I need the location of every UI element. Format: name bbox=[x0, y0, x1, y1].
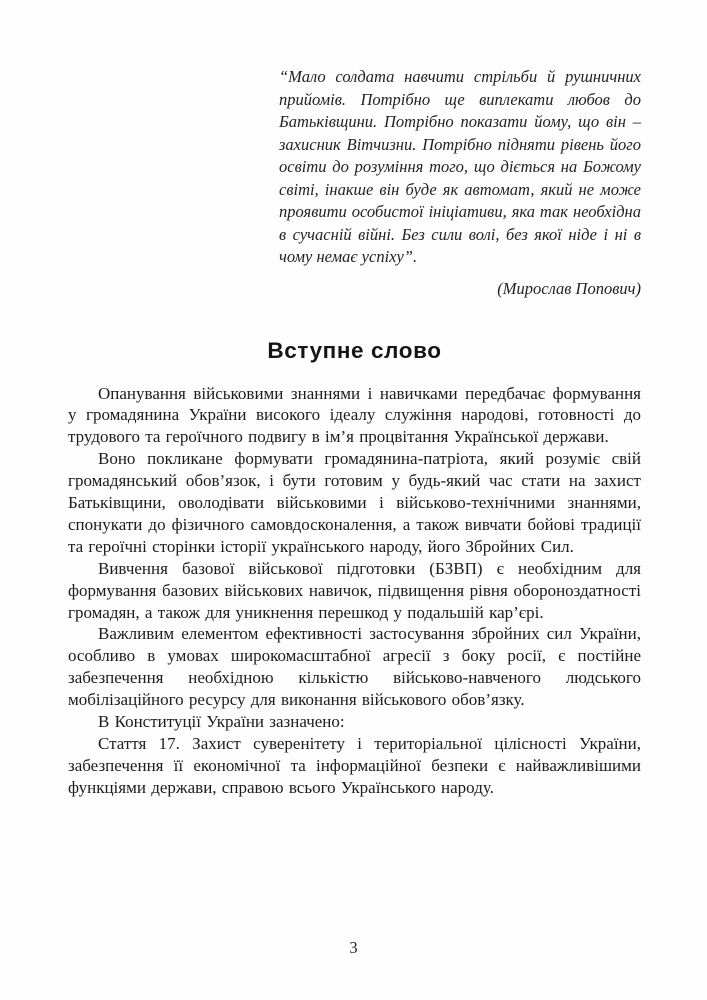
epigraph-quote-text: “Мало солдата навчити стрільби й рушничних прийомів. Потрібно ще виплекати любов до Батьківщини. Потрібно показати йому, що він – захисник Вітчизни. Потрібно підняти рівень його освіти до розуміння того, що діється на Божому світі, інакше він буде як автомат, який не може проявити особистої ініціативи, яка так необхідна в сучасній війні. Без сили волі, без якої ніде і ні в чому немає успіху”. bbox=[279, 67, 641, 266]
body-paragraph: Важливим елементом ефективності застосування збройних сил України, особливо в умовах широкомасштабної агресії з боку росії, є постійне забезпечення необхідною кількістю військово-навченого людського мобілізаційного ресурсу для виконання військового обов’язку. bbox=[68, 624, 641, 710]
body-paragraph: Вивчення базової військової підготовки (БЗВП) є необхідним для формування базових військових навичок, підвищення рівня обороноздатності громадян, а також для уникнення перешкод у подальшій кар’єрі. bbox=[68, 558, 641, 622]
epigraph bbox=[279, 66, 641, 300]
epigraph-attribution: (Мирослав Попович) bbox=[497, 278, 641, 298]
body-paragraph: Воно покликане формувати громадянина-патріота, який розуміє свій громадянський обов’язок, і бути готовим у будь-який час стати на захист Батьківщини, оволодівати військовими і військово-технічними знаннями, спонукати до фізичного самовдосконалення, а також вивчати бойові традиції та героїчні сторінки історії українського народу, його Збройних Сил. bbox=[68, 449, 641, 556]
body-paragraph: Опанування військовими знаннями і навичками передбачає формування у громадянина України високого ідеалу служіння народові, готовності до трудового та героїчного подвигу в ім’я процвітання Української держави. bbox=[68, 383, 641, 447]
body-text bbox=[68, 383, 641, 799]
body-paragraph: Стаття 17. Захист суверенітету і територіальної цілісності України, забезпечення її економічної та інформаційної безпеки є найважливішими функціями держави, справою всього Українського народу. bbox=[68, 734, 641, 797]
section-heading: Вступне слово bbox=[267, 337, 442, 363]
body-paragraph: В Конституції України зазначено: bbox=[98, 712, 345, 732]
page-number: 3 bbox=[349, 938, 358, 957]
